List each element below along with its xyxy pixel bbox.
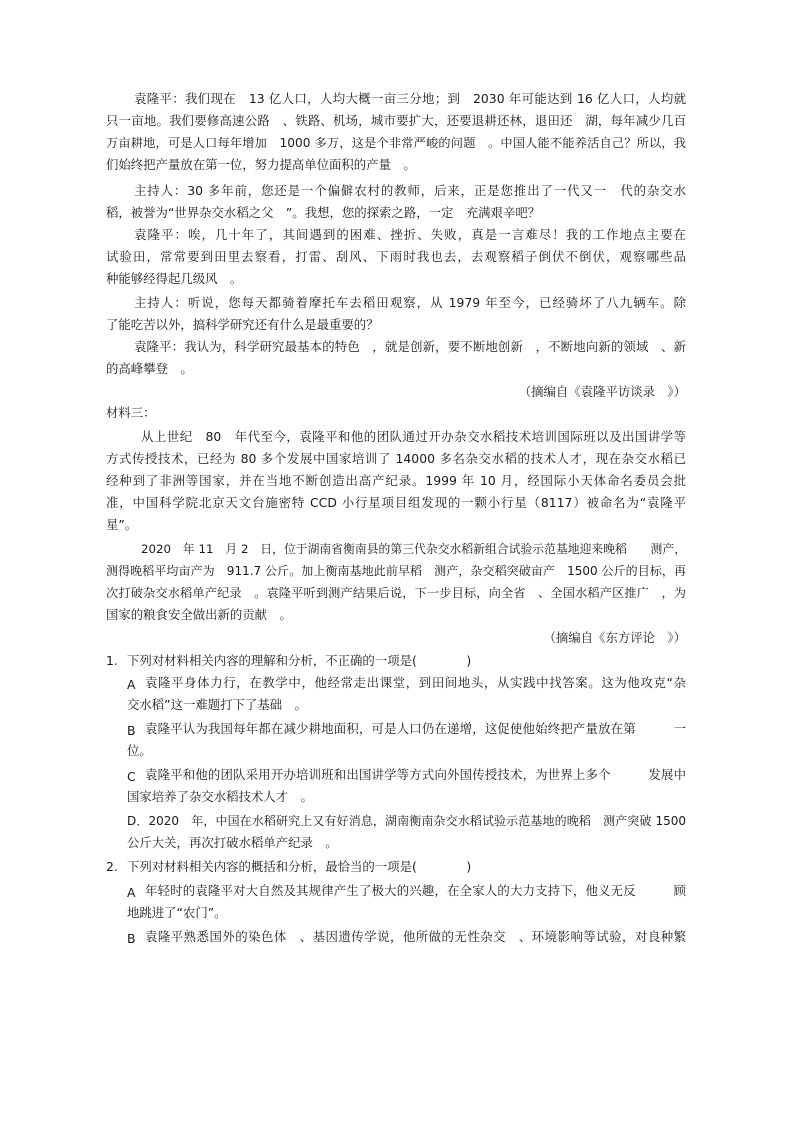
option-text: 公斤大关，再次打破水稻单产纪录 。 — [127, 835, 338, 850]
paragraph-line: 主持人：听说，您每天都骑着摩托车去稻田观察，从 1979 年至今，已经骑坏了八九辆车。除 — [134, 295, 686, 310]
paragraph-line: 袁隆平：我们现在 13 亿人口，人均大概一亩三分地；到 2030 年可能达到 16 亿人口，人均就 — [134, 91, 686, 106]
question-stem: 下列对材料相关内容的理解和分析，不正确的一项是( ) — [127, 653, 472, 668]
paragraph-line: 星”。 — [106, 517, 138, 532]
option-text: 袁隆平认为我国每年都在减少耕地面积，可是人口仍在递增，这促使他始终把产量放在第 一 — [145, 721, 686, 736]
paragraph-line: 经种到了非洲等国家，并在当地不断创造出高产纪录。1999 年 10 月，经国际小天体命名委员会批 — [106, 473, 686, 488]
paragraph-line: 从上世纪 80 年代至今，袁隆平和他的团队通过开办杂交水稻技术培训国际班以及出国讲学等 — [141, 429, 686, 444]
source-citation: （摘编自《东方评论 》） — [543, 630, 686, 645]
paragraph-line: 2020 年 11 月 2 日，位于湖南省衡南县的第三代杂交水稻新组合试验示范基地迎来晚稻 测产， — [141, 542, 686, 556]
option-text: 袁隆平身体力行，在教学中，他经常走出课堂，到田间地头，从实践中找答案。这为他攻克“杂 — [145, 675, 686, 690]
option-text: 地跳进了“农门”。 — [127, 905, 227, 920]
question-stem: 下列对材料相关内容的概括和分析，最恰当的一项是( ) — [127, 859, 472, 874]
paragraph-line: 万亩耕地，可是人口每年增加 1000 多万，这是个非常严峻的问题 。中国人能不能养活自己？所以，我 — [106, 136, 686, 150]
option-label: C — [127, 769, 136, 784]
paragraph-line: 次打破杂交水稻单产纪录 。袁隆平听到测产结果后说，下一步目标，向全省 、全国水稻产区推广 ，为 — [106, 586, 686, 600]
paragraph-line: 准，中国科学院北京天文台施密特 CCD 小行星项目组发现的一颗小行星（8117）被命名为“袁隆平 — [106, 495, 686, 510]
paragraph-line: 们始终把产量放在第一位，努力提高单位面积的产量 。 — [106, 157, 416, 172]
paragraph-line: 稻，被誉为“世界杂交水稻之父 ”。我想，您的探索之路，一定 充满艰辛吧？ — [106, 205, 541, 220]
option-text: 袁隆平熟悉国外的染色体 、基因遗传学说，他所做的无性杂交 、环境影响等试验，对良种繁 — [145, 929, 686, 944]
option-text: 位。 — [127, 743, 152, 758]
paragraph-line: 试验田，常常要到田里去察看，打雷、刮风、下雨时我也去，去观察稻子倒伏不倒伏，观察哪些品 — [106, 249, 686, 264]
paragraph-line: 只一亩地。我们要修高速公路 、铁路、机场，城市要扩大，还要退耕还林，退田还 湖，每年减少几百 — [106, 113, 686, 128]
option-text: 国家培养了杂交水稻技术人才 。 — [127, 789, 313, 804]
option-label: A — [127, 885, 136, 900]
question-number: 2. — [106, 859, 118, 874]
paragraph-line: 主持人：30 多年前，您还是一个偏僻农村的教师，后来，正是您推出了一代又一 代的杂交水 — [134, 183, 686, 198]
paragraph-line: 种能够经得起几级风 。 — [106, 271, 243, 286]
option-label: A — [127, 677, 136, 692]
option-text: 袁隆平和他的团队采用开办培训班和出国讲学等方式向外国传授技术，为世界上多个 发展中 — [145, 767, 686, 782]
option-text: 交水稻”这一难题打下了基础 。 — [127, 697, 307, 712]
paragraph-line: 方式传授技术，已经为 80 多个发展中国家培训了 14000 多名杂交水稻的技术人才，现在杂交水稻已 — [106, 451, 686, 466]
paragraph-line: 的高峰攀登 。 — [106, 361, 193, 376]
question-number: 1. — [106, 653, 118, 668]
paragraph-line: 了能吃苦以外，搞科学研究还有什么是最重要的？ — [106, 317, 379, 332]
option-label: B — [127, 723, 136, 738]
option-text: 年轻时的袁隆平对大自然及其规律产生了极大的兴趣，在全家人的大力支持下，他义无反 顾 — [145, 883, 686, 898]
source-citation: （摘编自《袁隆平访谈录 》） — [518, 384, 686, 399]
paragraph-line: 袁隆平：唉，几十年了，其间遇到的困难、挫折、失败，真是一言难尽！我的工作地点主要在 — [134, 227, 686, 242]
paragraph-line: 测得晚稻平均亩产为 911.7 公斤。加上衡南基地此前早稻 测产，杂交稻突破亩产 1500 公斤的目标，再 — [106, 564, 686, 578]
option-text: D．2020 年，中国在水稻研究上又有好消息，湖南衡南杂交水稻试验示范基地的晚稻 测产突破 1500 — [127, 814, 686, 828]
paragraph-line: 袁隆平：我认为，科学研究最基本的特色 ，就是创新，要不断地创新 ，不断地向新的领域 、新 — [134, 339, 686, 354]
paragraph-line: 国家的粮食安全做出新的贡献 。 — [106, 607, 292, 622]
option-label: B — [127, 931, 136, 946]
section-heading: 材料三： — [106, 405, 156, 420]
